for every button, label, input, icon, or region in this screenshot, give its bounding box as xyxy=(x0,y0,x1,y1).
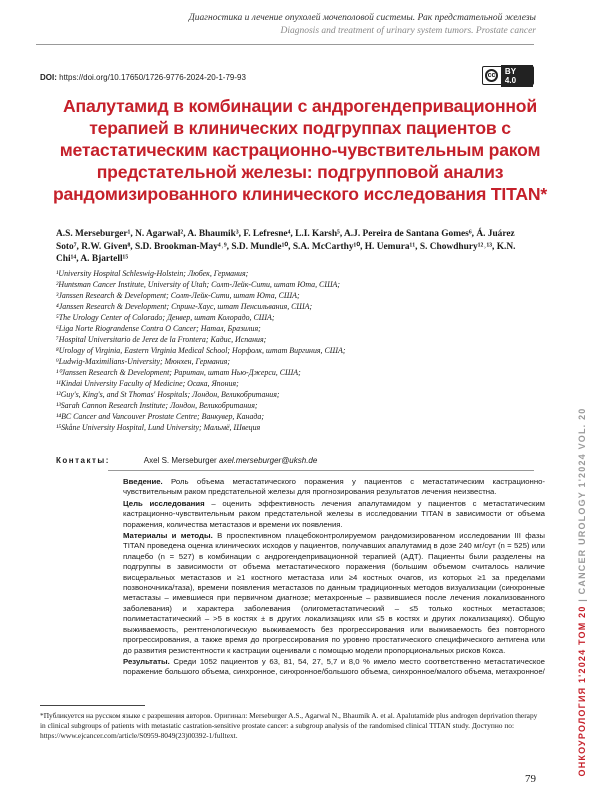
affiliation-item: ³Janssen Research & Development; Солт-Лейк-Сити, штат Юта, США; xyxy=(56,291,300,300)
abstract-results xyxy=(123,657,545,678)
contact-email[interactable]: axel.merseburger@uksh.de xyxy=(218,456,318,465)
side-volume-ru: ТОМ 20 xyxy=(577,605,587,645)
affiliation-item: ¹¹Kindai University Faculty of Medicine; Осака, Япония; xyxy=(56,379,239,388)
author-list: A.S. Merseburger¹, N. Agarwal², A. Bhaumik³, F. Lefresne⁴, L.I. Karsh⁵, A.J. Pereira de Santana Gomes⁶, Á. Juárez Soto⁷, R.W. Given⁸, S.D. Brookman-May⁴˒⁹, S.D. Mundle¹⁰, S.A. McCarthy¹⁰, H. Uemura¹¹, S. Chowdhury¹²˒¹³, K.N. Chi¹⁴, A. Bjartell¹⁵ xyxy=(56,229,516,264)
abstract-methods xyxy=(123,531,545,656)
results-text: Среди 1052 пациентов у 63, 81, 54, 27, 5,7 и 8,0 % имело место соответственно метастатическое поражение большого объема, синхронное, синхронное/большого объема, синхронное/малого объема, метахронное/ xyxy=(123,656,545,677)
methods-label: Материалы и методы. xyxy=(123,531,213,541)
abstract xyxy=(123,477,545,679)
affiliation-item: ²Huntsman Cancer Institute, University of Utah; Солт-Лейк-Сити, штат Юта, США; xyxy=(56,280,340,289)
aim-text: – оценить эффективность лечения апалутамидом у пациентов с метастатическим кастрационно-чувствительным раком предстательной железы в исследовании TITAN в зависимости от объема поражения, количества метастазов и времени их появления. xyxy=(123,498,545,529)
cc-license-badge[interactable] xyxy=(482,66,534,85)
header-divider xyxy=(36,44,534,45)
methods-text: В проспективном плацебоконтролируемом рандомизированном исследовании III фазы TITAN проведена оценка клинических исходов у пациентов, получавших апалутамид в дозе 240 мг/сут (n = 525) или плацебо (n = 527) в комбинации с андрогендепривационной терапией (АДТ). Пациенты были разделены на подгруппы в зависимости от объема метастатического поражения (большим объемом считалось наличие висцеральных метастазов и ≥1 костного метастаза или ≥4 костных очагов, из которых ≥1 за пределами позвоночника/таза), времени появления метастазов по данным традиционных методов визуализации (синхронные метастазы – имевшиеся при первичном диагнозе; метахронные – развившиеся после лечения локализованного заболевания) и характера заболевания (олигометастатический – ≤5 только костных метастазов; полиметастатический – >5 в костях ± в других локализациях или ≤5 в костях и других локализациях). Общую выживаемость, рентгенологическую выживаемость без прогрессирования или выживаемость без повторного прогрессирования, а также время до прогрессирования по уровню простатического специфического антигена или до развития резистентности к кастрации оценивали с помощью модели пропорциональных рисков Кокса. xyxy=(123,531,545,655)
contact-name: Axel S. Merseburger xyxy=(143,456,217,465)
side-journal-banner: ОНКОУРОЛОГИЯ 1'2024 ТОМ 20 | CANCER UROLOGY 1'2024 VOL. 20 xyxy=(577,407,587,777)
footnote: *Публикуется на русском языке с разрешения авторов. Оригинал: Merseburger A.S., Agarwal N., Bhaumik A. et al. Apalutamide plus androgen deprivation therapy in clinical subgroups of patients with metastatic castration-sensitive prostate cancer: a subgroup analysis of the randomised clinical TITAN study. Доступно по: https://www.ejcancer.com/article/S0959-8049(23)00392-1/fulltext. xyxy=(40,711,538,740)
journal-title-en: Diagnosis and treatment of urinary system tumors. Prostate cancer xyxy=(280,26,536,36)
affiliations-list xyxy=(56,268,534,433)
results-label: Результаты. xyxy=(123,656,170,666)
journal-title-ru: Диагностика и лечение опухолей мочеполовой системы. Рак предстательной железы xyxy=(188,13,536,23)
affiliation-item: ⁴Janssen Research & Development; Спринг-Хаус, штат Пенсильвания, США; xyxy=(56,302,313,311)
article-title: Апалутамид в комбинации с андрогендепривационной терапией в клинических подгруппах пациентов с метастатическим кастрационно-чувствительным раком предстательной железы: подгрупповой анализ рандомизированного клинического исследования TITAN* xyxy=(52,96,547,204)
aim-label: Цель исследования xyxy=(123,498,205,508)
page-number: 79 xyxy=(525,773,536,785)
contacts-divider xyxy=(108,470,534,471)
affiliation-item: ¹²Guy's, King's, and St Thomas' Hospitals; Лондон, Великобритания; xyxy=(56,390,280,399)
intro-label: Введение. xyxy=(123,477,163,486)
affiliation-item: ¹⁰Janssen Research & Development; Раритан, штат Нью-Джерси, США; xyxy=(56,368,301,377)
side-journal-en: CANCER UROLOGY 1'2024 xyxy=(577,453,587,595)
affiliation-item: ⁵The Urology Center of Colorado; Денвер, штат Колорадо, США; xyxy=(56,313,275,322)
doi-label: DOI: xyxy=(40,73,57,82)
doi-line xyxy=(40,73,246,82)
affiliation-item: ¹⁴BC Cancer and Vancouver Prostate Centre; Ванкувер, Канада; xyxy=(56,412,264,421)
contacts-line xyxy=(56,456,317,465)
affiliation-item: ¹³Sarah Cannon Research Institute; Лондон, Великобритания; xyxy=(56,401,258,410)
affiliation-item: ⁷Hospital Universitario de Jerez de la Frontera; Кадис, Испания; xyxy=(56,335,267,344)
cc-icon: cc xyxy=(485,69,498,82)
intro-text: Роль объема метастатического поражения у пациентов с метастатическим кастрационно-чувствительным раком предстательной железы для прогнозирования результатов лечения неизвестна. xyxy=(123,477,546,497)
side-volume-en: VOL. 20 xyxy=(577,407,587,450)
affiliation-item: ⁸Urology of Virginia, Eastern Virginia Medical School; Норфолк, штат Виргиния, США; xyxy=(56,346,346,355)
contacts-label: Контакты: xyxy=(56,456,110,465)
license-text: BY 4.0 xyxy=(501,65,533,87)
affiliation-item: ⁹Ludwig-Maximilians-University; Мюнхен, Германия; xyxy=(56,357,230,366)
abstract-intro xyxy=(123,477,545,498)
affiliation-item: ¹University Hospital Schleswig-Holstein; Любек, Германия; xyxy=(56,269,249,278)
running-header xyxy=(189,12,536,38)
affiliation-item: ¹⁵Skåne University Hospital, Lund University; Мальмё, Швеция xyxy=(56,423,261,432)
abstract-aim xyxy=(123,499,545,530)
doi-link[interactable]: https://doi.org/10.17650/1726-9776-2024-20-1-79-93 xyxy=(59,73,246,82)
side-journal-ru: ОНКОУРОЛОГИЯ 1'2024 xyxy=(577,648,587,777)
affiliation-item: ⁶Liga Norte Riograndense Contra O Cancer; Натал, Бразилия; xyxy=(56,324,261,333)
footnote-divider xyxy=(40,705,145,706)
